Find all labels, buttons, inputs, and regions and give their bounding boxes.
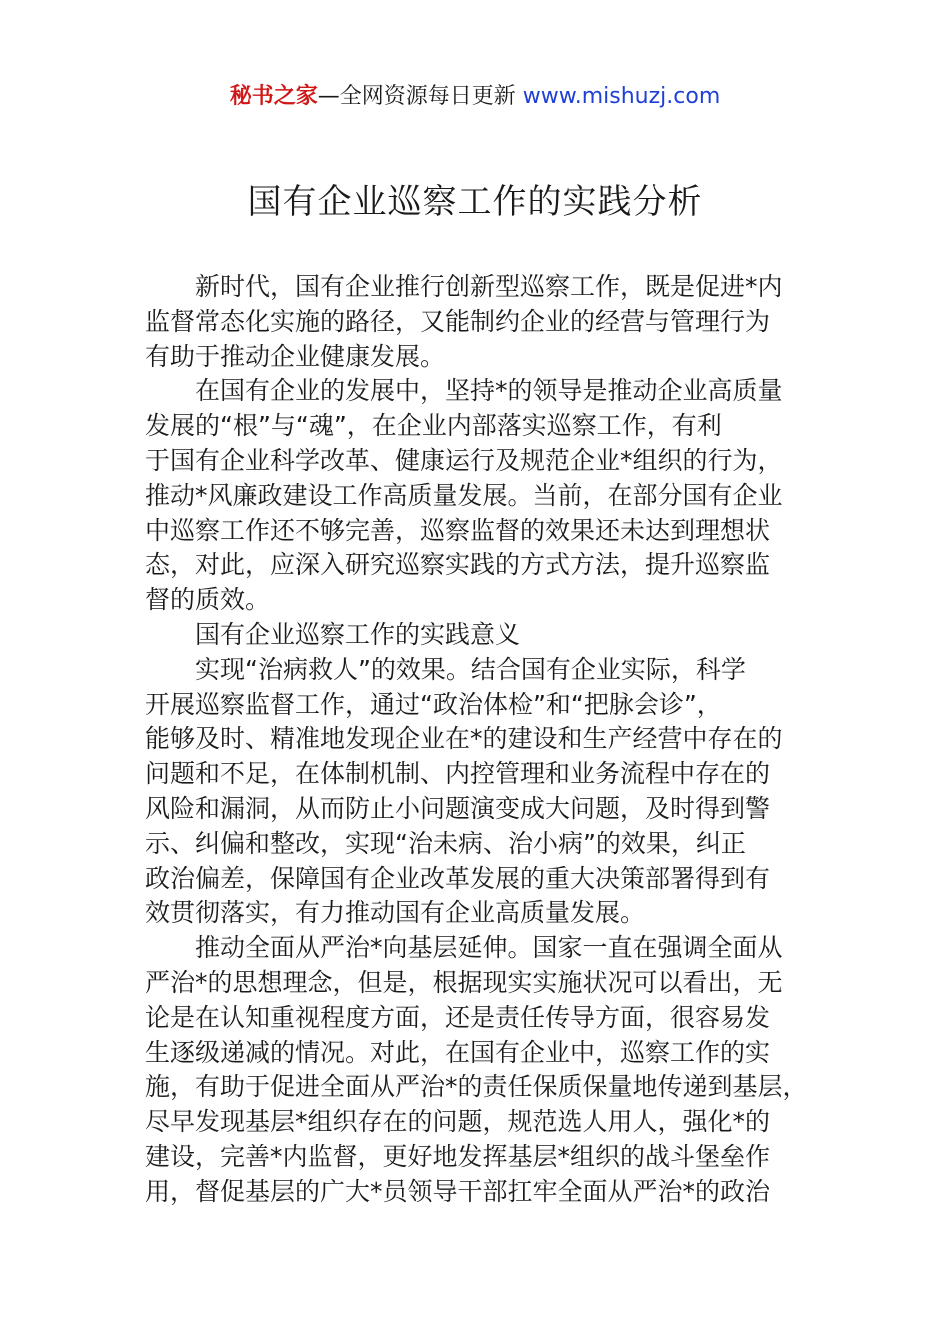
body-line: 态，对此，应深入研究巡察实践的方式方法，提升巡察监 — [145, 550, 771, 580]
site-url-link[interactable]: www.mishuzj.com — [522, 84, 721, 109]
body-line: 政治偏差，保障国有企业改革发展的重大决策部署得到有 — [145, 863, 771, 893]
body-line: 于国有企业科学改革、健康运行及规范企业*组织的行为， — [145, 445, 783, 475]
section-heading: 国有企业巡察工作的实践意义 — [195, 619, 521, 649]
body-line: 督的质效。 — [145, 585, 271, 615]
body-line: 生逐级递减的情况。对此，在国有企业中，巡察工作的实 — [145, 1037, 771, 1067]
body-line: 问题和不足，在体制机制、内控管理和业务流程中存在的 — [145, 759, 771, 789]
document-body — [145, 270, 811, 1210]
site-header — [0, 82, 950, 112]
body-line: 论是在认知重视程度方面，还是责任传导方面，很容易发 — [145, 1002, 771, 1032]
body-line: 推动*风廉政建设工作高质量发展。当前，在部分国有企业 — [145, 480, 783, 510]
body-line: 开展巡察监督工作，通过“政治体检”和“把脉会诊”， — [145, 689, 722, 719]
body-line: 有助于推动企业健康发展。 — [145, 341, 446, 371]
site-brand: 秘书之家 — [229, 84, 318, 109]
body-line: 新时代，国有企业推行创新型巡察工作，既是促进*内 — [195, 272, 783, 301]
body-line: 示、纠偏和整改，实现“治未病、治小病”的效果，纠正 — [145, 828, 746, 858]
site-tagline: —全网资源每日更新 — [317, 84, 523, 109]
body-line: 监督常态化实施的路径，又能制约企业的经营与管理行为 — [145, 306, 771, 336]
body-line: 效贯彻落实，有力推动国有企业高质量发展。 — [145, 898, 646, 928]
body-line: 用，督促基层的广大*员领导干部扛牢全面从严治*的政治 — [145, 1176, 771, 1206]
body-line: 在国有企业的发展中，坚持*的领导是推动企业高质量 — [195, 376, 783, 406]
body-line: 推动全面从严治*向基层延伸。国家一直在强调全面从 — [195, 933, 783, 963]
body-line: 风险和漏洞，从而防止小问题演变成大问题，及时得到警 — [145, 793, 771, 823]
body-line: 能够及时、精准地发现企业在*的建设和生产经营中存在的 — [145, 724, 783, 754]
body-line: 发展的“根”与“魂”，在企业内部落实巡察工作，有利 — [145, 411, 722, 441]
body-line: 严治*的思想理念，但是，根据现实实施状况可以看出，无 — [145, 967, 783, 997]
body-line: 尽早发现基层*组织存在的问题，规范选人用人，强化*的 — [145, 1107, 771, 1137]
body-line: 实现“治病救人”的效果。结合国有企业实际，科学 — [195, 654, 746, 684]
document-title: 国有企业巡察工作的实践分析 — [247, 182, 703, 222]
body-line: 中巡察工作还不够完善，巡察监督的效果还未达到理想状 — [145, 515, 771, 545]
body-line: 施，有助于促进全面从严治*的责任保质保量地传递到基层， — [145, 1072, 808, 1102]
body-line: 建设，完善*内监督，更好地发挥基层*组织的战斗堡垒作 — [145, 1141, 771, 1171]
